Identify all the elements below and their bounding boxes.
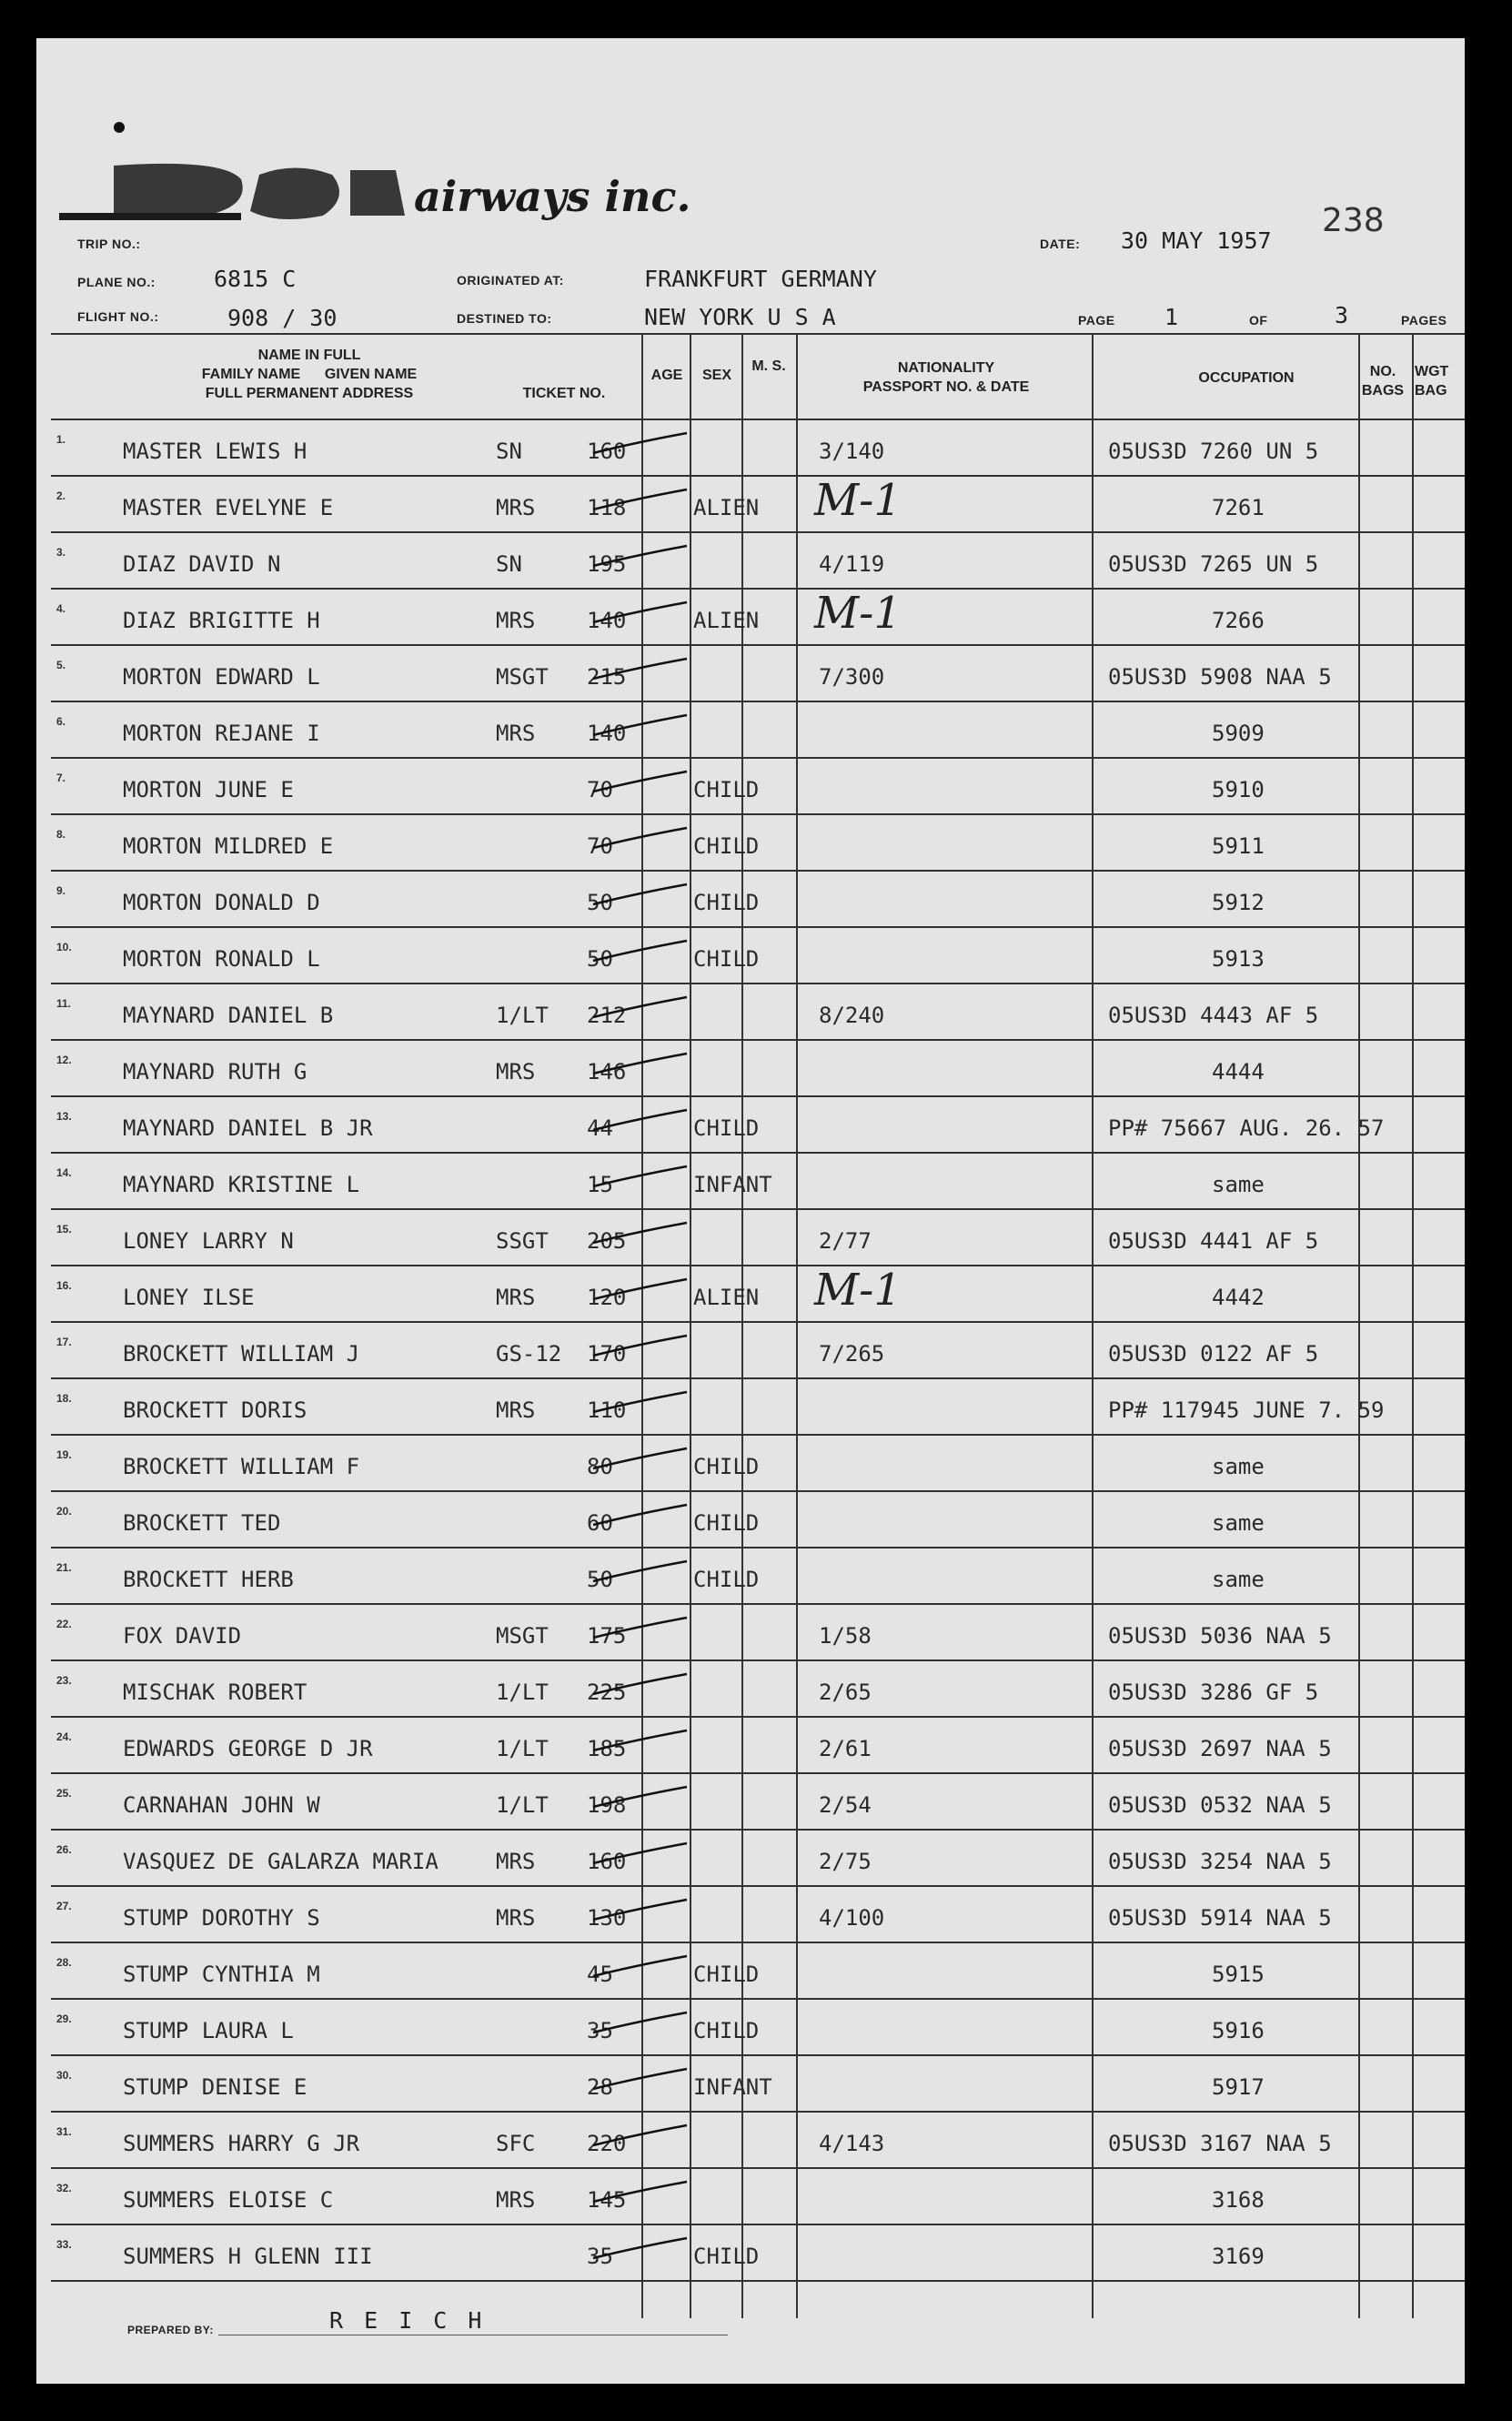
passport-no: 8/240 xyxy=(819,1003,885,1028)
check-mark xyxy=(591,768,691,795)
row-number: 14. xyxy=(56,1166,72,1179)
of-value: 3 xyxy=(1335,302,1349,328)
sex-status: INFANT xyxy=(693,1172,772,1197)
check-mark xyxy=(591,1670,691,1698)
row-rule xyxy=(51,588,1465,590)
passport-no: 4/119 xyxy=(819,551,885,577)
row-number: 32. xyxy=(56,2182,72,2194)
ticket-no: 146 xyxy=(587,1059,627,1084)
passenger-name: MISCHAK ROBERT xyxy=(123,1680,307,1705)
row-rule xyxy=(51,1942,1465,1943)
row-rule xyxy=(51,644,1465,646)
row-rule xyxy=(51,757,1465,759)
row-rule xyxy=(51,1603,1465,1605)
sex-status: CHILD xyxy=(693,2018,760,2043)
passenger-name: MAYNARD RUTH G xyxy=(123,1059,307,1084)
ticket-no: 215 xyxy=(587,664,627,690)
col-wgt-line1: WGT xyxy=(1415,364,1449,379)
ticket-no: 50 xyxy=(587,1567,613,1592)
table-top-rule xyxy=(51,333,1465,335)
passport-no: 2/65 xyxy=(819,1680,872,1705)
check-mark xyxy=(591,2122,691,2149)
sex-status: CHILD xyxy=(693,777,760,802)
passenger-name: LONEY LARRY N xyxy=(123,1228,294,1254)
col-divider xyxy=(1412,333,1414,2318)
row-number: 27. xyxy=(56,1900,72,1912)
page-stamp: 238 xyxy=(1322,202,1385,239)
plane-no: 6815 C xyxy=(214,266,297,292)
row-rule xyxy=(51,1885,1465,1887)
passenger-name: DIAZ BRIGITTE H xyxy=(123,608,320,633)
occupation-code: 05US3D 0532 NAA 5 xyxy=(1108,1792,1332,1818)
ticket-no: 212 xyxy=(587,1003,627,1028)
passenger-name: DIAZ DAVID N xyxy=(123,551,281,577)
date-value: 30 MAY 1957 xyxy=(1121,227,1272,254)
col-bags-line2: BAGS xyxy=(1361,383,1405,398)
col-age-header: AGE xyxy=(650,368,683,383)
of-label: OF xyxy=(1249,313,1268,328)
handwritten-passport-note: M-1 xyxy=(814,475,902,526)
col-divider xyxy=(1358,333,1360,2318)
row-number: 5. xyxy=(56,659,66,671)
row-rule xyxy=(51,1716,1465,1718)
passenger-name: MAYNARD KRISTINE L xyxy=(123,1172,360,1197)
ticket-no: 170 xyxy=(587,1341,627,1367)
sex-status: CHILD xyxy=(693,833,760,859)
check-mark xyxy=(591,1952,691,1980)
ticket-no: 198 xyxy=(587,1792,627,1818)
sex-status: CHILD xyxy=(693,890,760,915)
col-bags-header xyxy=(1356,362,1410,400)
col-ticket-header: TICKET NO. xyxy=(522,386,606,401)
passenger-rank: MSGT xyxy=(496,664,549,690)
passport-no: 7/265 xyxy=(819,1341,885,1367)
row-number: 21. xyxy=(56,1561,72,1574)
sex-status: CHILD xyxy=(693,1510,760,1536)
check-mark xyxy=(591,994,691,1021)
page-label: PAGE xyxy=(1078,313,1115,328)
row-rule xyxy=(51,1208,1465,1210)
ticket-no: 35 xyxy=(587,2244,613,2269)
sex-status: ALIEN xyxy=(693,1285,760,1310)
row-number: 10. xyxy=(56,941,72,953)
flight-no: 908 / 30 xyxy=(227,305,338,331)
check-mark xyxy=(591,1896,691,1923)
svg-text:airways inc.: airways inc. xyxy=(414,172,691,221)
col-divider xyxy=(1092,333,1094,2318)
row-number: 25. xyxy=(56,1787,72,1800)
check-mark xyxy=(591,1219,691,1246)
prepared-by-label: PREPARED BY: xyxy=(127,2324,214,2336)
occupation-code: PP# 75667 AUG. 26. 57 xyxy=(1108,1115,1385,1141)
handwritten-passport-note: M-1 xyxy=(814,1265,902,1316)
check-mark xyxy=(591,1783,691,1811)
passport-no: 1/58 xyxy=(819,1623,872,1649)
row-rule xyxy=(51,1490,1465,1492)
col-name-header xyxy=(136,346,482,403)
row-number: 29. xyxy=(56,2012,72,2025)
row-number: 9. xyxy=(56,884,66,897)
passenger-rank: MRS xyxy=(496,721,536,746)
destined-label: DESTINED TO: xyxy=(457,311,552,326)
row-number: 20. xyxy=(56,1505,72,1518)
occupation-code: 5910 xyxy=(1212,777,1265,802)
row-number: 28. xyxy=(56,1956,72,1969)
passenger-name: FOX DAVID xyxy=(123,1623,242,1649)
row-rule xyxy=(51,2111,1465,2113)
passenger-rank: MRS xyxy=(496,1059,536,1084)
passenger-rank: SSGT xyxy=(496,1228,549,1254)
row-rule xyxy=(51,1152,1465,1154)
ticket-no: 185 xyxy=(587,1736,627,1761)
occupation-code: 4444 xyxy=(1212,1059,1265,1084)
row-number: 18. xyxy=(56,1392,72,1405)
airline-logo xyxy=(50,147,705,229)
occupation-code: 5916 xyxy=(1212,2018,1265,2043)
check-mark xyxy=(591,2009,691,2036)
row-rule xyxy=(51,813,1465,815)
occupation-code: 05US3D 4441 AF 5 xyxy=(1108,1228,1319,1254)
check-mark xyxy=(591,824,691,852)
row-number: 31. xyxy=(56,2125,72,2138)
row-rule xyxy=(51,1772,1465,1774)
manifest-sheet xyxy=(36,38,1465,2384)
ticket-no: 118 xyxy=(587,495,627,520)
check-mark xyxy=(591,1445,691,1472)
ticket-no: 60 xyxy=(587,1510,613,1536)
ticket-no: 225 xyxy=(587,1680,627,1705)
passenger-rank: MSGT xyxy=(496,1623,549,1649)
row-number: 17. xyxy=(56,1336,72,1348)
sex-status: ALIEN xyxy=(693,608,760,633)
ticket-no: 175 xyxy=(587,1623,627,1649)
passenger-name: STUMP LAURA L xyxy=(123,2018,294,2043)
occupation-code: 5912 xyxy=(1212,890,1265,915)
check-mark xyxy=(591,1106,691,1134)
passport-no: 4/143 xyxy=(819,2131,885,2156)
handwritten-passport-note: M-1 xyxy=(814,588,902,639)
ticket-no: 50 xyxy=(587,946,613,972)
row-rule xyxy=(51,870,1465,872)
sex-status: CHILD xyxy=(693,1962,760,1987)
row-number: 13. xyxy=(56,1110,72,1123)
row-rule xyxy=(51,1998,1465,2000)
sex-status: INFANT xyxy=(693,2074,772,2100)
passenger-name: LONEY ILSE xyxy=(123,1285,255,1310)
occupation-code: 5917 xyxy=(1212,2074,1265,2100)
row-number: 2. xyxy=(56,489,66,502)
occupation-code: 05US3D 7265 UN 5 xyxy=(1108,551,1319,577)
check-mark xyxy=(591,2065,691,2093)
destined-value: NEW YORK U S A xyxy=(644,304,836,330)
row-rule xyxy=(51,2167,1465,2169)
occupation-code: 05US3D 0122 AF 5 xyxy=(1108,1341,1319,1367)
sex-status: CHILD xyxy=(693,1567,760,1592)
occupation-code: 05US3D 4443 AF 5 xyxy=(1108,1003,1319,1028)
check-mark xyxy=(591,486,691,513)
passenger-name: BROCKETT DORIS xyxy=(123,1397,307,1423)
col-bags-line1: NO. xyxy=(1369,364,1396,379)
check-mark xyxy=(591,1163,691,1190)
passport-no: 2/75 xyxy=(819,1849,872,1874)
passenger-name: MASTER EVELYNE E xyxy=(123,495,334,520)
row-rule xyxy=(51,1039,1465,1041)
occupation-code: 05US3D 5908 NAA 5 xyxy=(1108,664,1332,690)
col-wgt-line2: BAG xyxy=(1415,383,1447,398)
occupation-code: 5913 xyxy=(1212,946,1265,972)
check-mark xyxy=(591,1276,691,1303)
row-number: 6. xyxy=(56,715,66,728)
check-mark xyxy=(591,937,691,964)
passenger-name: BROCKETT TED xyxy=(123,1510,281,1536)
row-number: 11. xyxy=(56,997,72,1010)
passenger-name: MAYNARD DANIEL B xyxy=(123,1003,334,1028)
row-number: 7. xyxy=(56,772,66,784)
col-name-line2: FAMILY NAME GIVEN NAME xyxy=(201,367,418,382)
ticket-no: 205 xyxy=(587,1228,627,1254)
pages-label: PAGES xyxy=(1401,313,1447,328)
passenger-name: CARNAHAN JOHN W xyxy=(123,1792,320,1818)
row-number: 30. xyxy=(56,2069,72,2082)
occupation-code: 05US3D 3167 NAA 5 xyxy=(1108,2131,1332,2156)
passenger-name: BROCKETT WILLIAM F xyxy=(123,1454,360,1479)
occupation-code: 5909 xyxy=(1212,721,1265,746)
passport-no: 4/100 xyxy=(819,1905,885,1931)
row-number: 16. xyxy=(56,1279,72,1292)
occupation-code: same xyxy=(1212,1454,1265,1479)
check-mark xyxy=(591,1332,691,1359)
occupation-code: 05US3D 2697 NAA 5 xyxy=(1108,1736,1332,1761)
plane-no-label: PLANE NO.: xyxy=(77,275,156,289)
passenger-rank: SFC xyxy=(496,2131,536,2156)
row-number: 12. xyxy=(56,1054,72,1066)
originated-value: FRANKFURT GERMANY xyxy=(644,266,877,292)
check-mark xyxy=(591,1727,691,1754)
ticket-no: 140 xyxy=(587,721,627,746)
passenger-rank: MRS xyxy=(496,1849,536,1874)
row-number: 3. xyxy=(56,546,66,559)
row-number: 22. xyxy=(56,1618,72,1630)
row-rule xyxy=(51,531,1465,533)
passenger-name: MORTON MILDRED E xyxy=(123,833,334,859)
passenger-rank: MRS xyxy=(496,1285,536,1310)
passenger-name: MORTON JUNE E xyxy=(123,777,294,802)
occupation-code: 3169 xyxy=(1212,2244,1265,2269)
ticket-no: 110 xyxy=(587,1397,627,1423)
passenger-rank: 1/LT xyxy=(496,1792,549,1818)
row-rule xyxy=(51,2054,1465,2056)
page-value: 1 xyxy=(1164,304,1179,330)
ticket-no: 50 xyxy=(587,890,613,915)
date-label: DATE: xyxy=(1040,237,1081,251)
occupation-code: 05US3D 7260 UN 5 xyxy=(1108,439,1319,464)
col-ms-header: M. S. xyxy=(751,358,786,374)
passenger-rank: MRS xyxy=(496,608,536,633)
ticket-no: 160 xyxy=(587,439,627,464)
occupation-code: 05US3D 3286 GF 5 xyxy=(1108,1680,1319,1705)
flight-no-label: FLIGHT NO.: xyxy=(77,309,159,324)
row-rule xyxy=(51,1321,1465,1323)
row-number: 15. xyxy=(56,1223,72,1236)
row-number: 8. xyxy=(56,828,66,841)
row-rule xyxy=(51,1547,1465,1548)
passenger-rank: 1/LT xyxy=(496,1736,549,1761)
row-rule xyxy=(51,1659,1465,1661)
occupation-code: same xyxy=(1212,1172,1265,1197)
occupation-code: 7261 xyxy=(1212,495,1265,520)
check-mark xyxy=(591,542,691,570)
ticket-no: 70 xyxy=(587,833,613,859)
passenger-rank: SN xyxy=(496,439,522,464)
col-divider xyxy=(796,333,798,2318)
row-number: 4. xyxy=(56,602,66,615)
check-mark xyxy=(591,1050,691,1077)
passenger-name: STUMP DOROTHY S xyxy=(123,1905,320,1931)
row-rule xyxy=(51,1829,1465,1831)
row-rule xyxy=(51,2280,1465,2282)
ticket-no: 35 xyxy=(587,2018,613,2043)
passenger-name: MORTON DONALD D xyxy=(123,890,320,915)
occupation-code: PP# 117945 JUNE 7. 59 xyxy=(1108,1397,1385,1423)
col-nat-line1: NATIONALITY xyxy=(897,360,995,376)
passenger-rank: MRS xyxy=(496,1397,536,1423)
ticket-no: 160 xyxy=(587,1849,627,1874)
row-rule xyxy=(51,1377,1465,1379)
occupation-code: 05US3D 5914 NAA 5 xyxy=(1108,1905,1332,1931)
passenger-name: SUMMERS ELOISE C xyxy=(123,2187,334,2213)
row-rule xyxy=(51,701,1465,702)
prepared-by-value: R E I C H xyxy=(329,2307,486,2334)
check-mark xyxy=(591,2178,691,2205)
sex-status: CHILD xyxy=(693,946,760,972)
col-occupation-header: OCCUPATION xyxy=(1198,370,1295,386)
passenger-name: MORTON RONALD L xyxy=(123,946,320,972)
sex-status: CHILD xyxy=(693,1454,760,1479)
passenger-name: BROCKETT WILLIAM J xyxy=(123,1341,360,1367)
row-rule xyxy=(51,1095,1465,1097)
occupation-code: 4442 xyxy=(1212,1285,1265,1310)
check-mark xyxy=(591,429,691,457)
ticket-no: 120 xyxy=(587,1285,627,1310)
col-name-line1: NAME IN FULL xyxy=(257,348,361,363)
row-number: 26. xyxy=(56,1843,72,1856)
passenger-rank: SN xyxy=(496,551,522,577)
passenger-name: MAYNARD DANIEL B JR xyxy=(123,1115,373,1141)
row-rule xyxy=(51,2224,1465,2225)
check-mark xyxy=(591,1558,691,1585)
occupation-code: 3168 xyxy=(1212,2187,1265,2213)
check-mark xyxy=(591,1840,691,1867)
passenger-rank: 1/LT xyxy=(496,1003,549,1028)
ticket-no: 130 xyxy=(587,1905,627,1931)
passenger-name: EDWARDS GEORGE D JR xyxy=(123,1736,373,1761)
row-number: 33. xyxy=(56,2238,72,2251)
row-number: 19. xyxy=(56,1448,72,1461)
ticket-no: 45 xyxy=(587,1962,613,1987)
occupation-code: same xyxy=(1212,1567,1265,1592)
occupation-code: 05US3D 5036 NAA 5 xyxy=(1108,1623,1332,1649)
ticket-no: 220 xyxy=(587,2131,627,2156)
ticket-no: 28 xyxy=(587,2074,613,2100)
passenger-name: MASTER LEWIS H xyxy=(123,439,307,464)
passenger-name: MORTON EDWARD L xyxy=(123,664,320,690)
passenger-name: MORTON REJANE I xyxy=(123,721,320,746)
passport-no: 2/61 xyxy=(819,1736,872,1761)
ticket-no: 15 xyxy=(587,1172,613,1197)
row-rule xyxy=(51,1434,1465,1436)
passenger-rank: MRS xyxy=(496,2187,536,2213)
occupation-code: 5911 xyxy=(1212,833,1265,859)
passport-no: 2/54 xyxy=(819,1792,872,1818)
check-mark xyxy=(591,1388,691,1416)
passenger-rank: GS-12 xyxy=(496,1341,562,1367)
passenger-name: SUMMERS H GLENN III xyxy=(123,2244,373,2269)
col-nationality-header xyxy=(801,358,1092,397)
passenger-name: STUMP DENISE E xyxy=(123,2074,307,2100)
originated-label: ORIGINATED AT: xyxy=(457,273,564,287)
check-mark xyxy=(591,2234,691,2262)
passport-no: 7/300 xyxy=(819,664,885,690)
check-mark xyxy=(591,881,691,908)
passenger-rank: MRS xyxy=(496,1905,536,1931)
row-number: 24. xyxy=(56,1730,72,1743)
ticket-no: 145 xyxy=(587,2187,627,2213)
occupation-code: 7266 xyxy=(1212,608,1265,633)
check-mark xyxy=(591,655,691,682)
passenger-name: SUMMERS HARRY G JR xyxy=(123,2131,360,2156)
col-nat-line2: PASSPORT NO. & DATE xyxy=(862,379,1030,395)
check-mark xyxy=(591,1614,691,1641)
row-rule xyxy=(51,983,1465,984)
passenger-rank: MRS xyxy=(496,495,536,520)
ink-dot xyxy=(114,122,125,133)
passenger-name: BROCKETT HERB xyxy=(123,1567,294,1592)
ticket-no: 140 xyxy=(587,608,627,633)
ticket-no: 80 xyxy=(587,1454,613,1479)
ticket-no: 70 xyxy=(587,777,613,802)
row-rule xyxy=(51,475,1465,477)
passenger-rank: 1/LT xyxy=(496,1680,549,1705)
row-rule xyxy=(51,1265,1465,1266)
row-rule xyxy=(51,926,1465,928)
row-number: 23. xyxy=(56,1674,72,1687)
col-name-line3: FULL PERMANENT ADDRESS xyxy=(205,386,414,401)
check-mark xyxy=(591,711,691,739)
passenger-name: STUMP CYNTHIA M xyxy=(123,1962,320,1987)
check-mark xyxy=(591,599,691,626)
occupation-code: 05US3D 3254 NAA 5 xyxy=(1108,1849,1332,1874)
check-mark xyxy=(591,1501,691,1528)
col-sex-header: SEX xyxy=(701,368,731,383)
col-wgt-header xyxy=(1415,362,1465,400)
passport-no: 2/77 xyxy=(819,1228,872,1254)
row-number: 1. xyxy=(56,433,66,446)
sex-status: CHILD xyxy=(693,1115,760,1141)
occupation-code: same xyxy=(1212,1510,1265,1536)
passport-no: 3/140 xyxy=(819,439,885,464)
trip-no-label: TRIP NO.: xyxy=(77,237,141,251)
occupation-code: 5915 xyxy=(1212,1962,1265,1987)
ticket-no: 44 xyxy=(587,1115,613,1141)
passenger-name: VASQUEZ DE GALARZA MARIA xyxy=(123,1849,438,1874)
sex-status: ALIEN xyxy=(693,495,760,520)
ticket-no: 195 xyxy=(587,551,627,577)
sex-status: CHILD xyxy=(693,2244,760,2269)
header-bottom-rule xyxy=(51,419,1465,420)
